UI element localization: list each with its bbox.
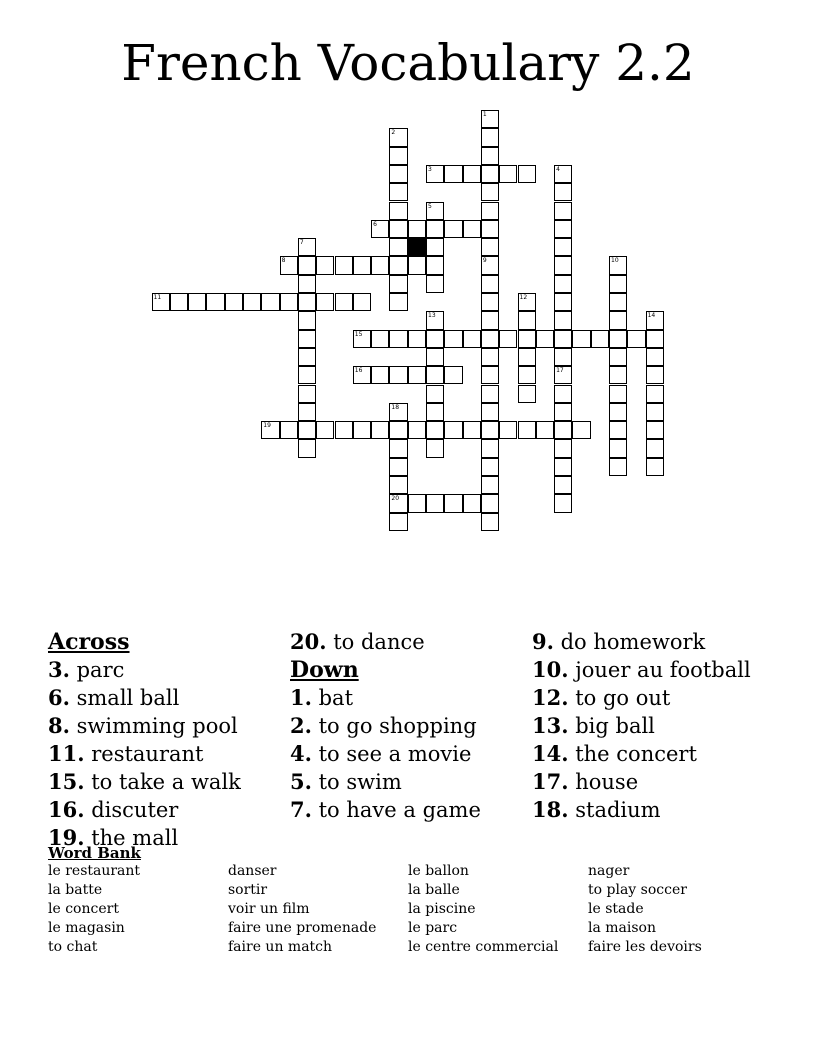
crossword-cell[interactable] [408, 366, 426, 384]
crossword-cell[interactable] [481, 348, 499, 366]
crossword-cell[interactable] [518, 311, 536, 329]
crossword-cell[interactable] [408, 330, 426, 348]
crossword-cell[interactable] [298, 275, 316, 293]
crossword-cell[interactable] [646, 385, 664, 403]
clue-number: 18 [391, 403, 400, 411]
clue-number: 15 [354, 330, 363, 338]
crossword-cell[interactable] [371, 330, 389, 348]
page-title: French Vocabulary 2.2 [121, 34, 695, 92]
crossword-cell[interactable] [554, 421, 572, 439]
clue-number: 6 [373, 220, 377, 228]
crossword-cell[interactable] [536, 421, 554, 439]
crossword-cell[interactable] [572, 421, 590, 439]
clue-down-10: 10. jouer au football [532, 657, 751, 682]
crossword-cell[interactable] [389, 293, 407, 311]
crossword-cell[interactable] [298, 330, 316, 348]
crossword-cell[interactable] [298, 385, 316, 403]
crossword-cell[interactable] [591, 330, 609, 348]
crossword-cell[interactable] [389, 476, 407, 494]
crossword-cell[interactable] [481, 494, 499, 512]
crossword-cell[interactable] [335, 421, 353, 439]
crossword-cell[interactable] [572, 330, 590, 348]
crossword-cell[interactable] [389, 220, 407, 238]
crossword-cell[interactable] [481, 439, 499, 457]
crossword-cell[interactable] [518, 348, 536, 366]
crossword-cell[interactable] [426, 330, 444, 348]
crossword-cell[interactable] [518, 366, 536, 384]
clue-across-3: 3. parc [48, 657, 125, 682]
crossword-cell[interactable] [646, 439, 664, 457]
clue-down-9: 9. do homework [532, 629, 706, 654]
crossword-cell[interactable] [426, 385, 444, 403]
crossword-cell[interactable] [353, 293, 371, 311]
crossword-cell[interactable] [444, 366, 462, 384]
crossword-cell[interactable] [243, 293, 261, 311]
crossword-cell[interactable] [463, 494, 481, 512]
clue-number: 7 [299, 239, 304, 247]
clue-number: 9 [482, 257, 487, 265]
crossword-cell[interactable] [298, 439, 316, 457]
crossword-cell[interactable] [499, 421, 517, 439]
crossword-cell[interactable] [408, 494, 426, 512]
crossword-cell[interactable] [444, 494, 462, 512]
crossword-cell[interactable] [298, 403, 316, 421]
crossword-cell[interactable] [481, 385, 499, 403]
crossword-cell[interactable] [389, 165, 407, 183]
crossword-cell[interactable] [389, 183, 407, 201]
crossword-cell[interactable] [481, 476, 499, 494]
crossword-cell[interactable] [554, 238, 572, 256]
word-bank-item: le magasin [48, 920, 125, 936]
crossword-cell[interactable] [609, 366, 627, 384]
crossword-cell[interactable] [481, 293, 499, 311]
word-bank-item: le parc [408, 920, 458, 936]
crossword-cell[interactable] [316, 421, 334, 439]
clue-down-7: 7. to have a game [290, 797, 481, 822]
clues-column-1 [48, 628, 288, 852]
clues-column-2 [290, 628, 530, 824]
crossword-cell[interactable] [335, 293, 353, 311]
word-bank-item: faire une promenade [228, 920, 377, 936]
crossword-cell[interactable] [371, 256, 389, 274]
clue-down-14: 14. the concert [532, 741, 697, 766]
crossword-cell[interactable] [481, 513, 499, 531]
clue-number: 5 [428, 202, 432, 210]
crossword-cell[interactable] [609, 275, 627, 293]
crossword-cell[interactable] [225, 293, 243, 311]
crossword-cell[interactable] [518, 165, 536, 183]
crossword-cell[interactable] [481, 183, 499, 201]
clue-number: 4 [556, 165, 560, 173]
crossword-cell[interactable] [518, 330, 536, 348]
clue-number: 19 [263, 422, 271, 430]
crossword-cell[interactable] [518, 385, 536, 403]
clue-number: 17 [556, 367, 564, 375]
word-bank-item: le centre commercial [408, 939, 559, 955]
clue-down-2: 2. to go shopping [290, 713, 477, 738]
crossword-cell[interactable] [389, 238, 407, 256]
crossword-cell[interactable] [170, 293, 188, 311]
crossword-cell[interactable] [646, 330, 664, 348]
crossword-cell[interactable] [481, 366, 499, 384]
word-bank-item: sortir [228, 882, 268, 898]
crossword-cell[interactable] [298, 366, 316, 384]
crossword-cell[interactable] [261, 293, 279, 311]
crossword-cell[interactable] [463, 220, 481, 238]
crossword-cell[interactable] [609, 311, 627, 329]
crossword-cell[interactable] [481, 147, 499, 165]
crossword-cell[interactable] [554, 494, 572, 512]
word-bank-item: to chat [48, 939, 98, 955]
crossword-cell[interactable] [554, 348, 572, 366]
crossword-cell[interactable] [389, 513, 407, 531]
crossword-cell[interactable] [481, 403, 499, 421]
word-bank-item: le concert [48, 901, 119, 917]
clue-down-4: 4. to see a movie [290, 741, 472, 766]
crossword-cell[interactable] [298, 348, 316, 366]
crossword-cell[interactable] [481, 311, 499, 329]
word-bank-item: danser [228, 863, 277, 879]
crossword-cell[interactable] [481, 220, 499, 238]
word-bank-item: le restaurant [48, 863, 141, 879]
crossword-cell[interactable] [609, 293, 627, 311]
crossword-cell[interactable] [371, 421, 389, 439]
crossword-cell[interactable] [554, 275, 572, 293]
crossword-cell[interactable] [206, 293, 224, 311]
clue-number: 10 [611, 257, 619, 265]
clue-number: 2 [391, 129, 396, 137]
word-bank-item: la piscine [408, 901, 476, 917]
crossword-cell[interactable] [536, 330, 554, 348]
word-bank-item: le stade [588, 901, 644, 917]
crossword-cell[interactable] [554, 403, 572, 421]
clue-number: 14 [647, 312, 656, 320]
crossword-cell[interactable] [426, 256, 444, 274]
crossword-cell[interactable] [609, 348, 627, 366]
word-bank-item: faire les devoirs [588, 939, 702, 955]
clue-across-15: 15. to take a walk [48, 769, 241, 794]
crossword-cell[interactable] [426, 275, 444, 293]
crossword-cell[interactable] [646, 366, 664, 384]
crossword-cell[interactable] [389, 275, 407, 293]
crossword-cell[interactable] [609, 403, 627, 421]
crossword-cell[interactable] [298, 256, 316, 274]
crossword-cell[interactable] [554, 183, 572, 201]
crossword-cell[interactable] [408, 256, 426, 274]
crossword-cell[interactable] [646, 348, 664, 366]
crossword-cell[interactable] [298, 421, 316, 439]
crossword-cell[interactable] [554, 458, 572, 476]
clue-number: 13 [428, 312, 436, 320]
crossword-cell[interactable] [426, 238, 444, 256]
crossword-cell[interactable] [389, 147, 407, 165]
crossword-cell[interactable] [389, 330, 407, 348]
word-bank-item: faire un match [228, 939, 333, 955]
crossword-cell[interactable] [609, 385, 627, 403]
clue-number: 11 [153, 294, 162, 301]
crossword-cell[interactable] [444, 165, 462, 183]
clue-number: 20 [391, 495, 400, 503]
word-bank-item: la batte [48, 882, 103, 898]
crossword-cell[interactable] [646, 403, 664, 421]
crossword-cell[interactable] [426, 421, 444, 439]
clue-number: 8 [281, 257, 286, 265]
word-bank-item: la maison [588, 920, 657, 936]
clue-across-6: 6. small ball [48, 685, 180, 710]
crossword-cell[interactable] [481, 330, 499, 348]
crossword-cell[interactable] [389, 458, 407, 476]
word-bank-item: le ballon [408, 863, 469, 879]
clue-down-13: 13. big ball [532, 713, 655, 738]
crossword-cell[interactable] [426, 220, 444, 238]
crossword-cell[interactable] [426, 348, 444, 366]
crossword-cell[interactable] [444, 330, 462, 348]
crossword-cell[interactable] [646, 458, 664, 476]
crossword-black-cell [408, 238, 426, 256]
crossword-cell[interactable] [444, 421, 462, 439]
crossword-cell[interactable] [554, 202, 572, 220]
clue-down-5: 5. to swim [290, 769, 402, 794]
crossword-cell[interactable] [298, 293, 316, 311]
word-bank-item: voir un film [228, 901, 310, 917]
crossword-cell[interactable] [280, 421, 298, 439]
crossword-cell[interactable] [481, 165, 499, 183]
clue-number: 16 [354, 367, 363, 375]
crossword-cell[interactable] [371, 366, 389, 384]
crossword-cell[interactable] [389, 421, 407, 439]
crossword-cell[interactable] [609, 330, 627, 348]
crossword-cell[interactable] [481, 421, 499, 439]
crossword-cell[interactable] [554, 439, 572, 457]
clue-across-19: 19. the mall [48, 825, 179, 850]
crossword-cell[interactable] [627, 330, 645, 348]
clue-down-18: 18. stadium [532, 797, 661, 822]
clue-number: 12 [519, 294, 528, 301]
crossword-cell[interactable] [353, 256, 371, 274]
crossword-cell[interactable] [426, 439, 444, 457]
crossword-cell[interactable] [426, 494, 444, 512]
word-bank-item: to play soccer [588, 882, 687, 898]
crossword-cell[interactable] [481, 128, 499, 146]
crossword-cell[interactable] [280, 293, 298, 311]
clue-number: 1 [482, 111, 487, 118]
clue-across-16: 16. discuter [48, 797, 179, 822]
crossword-cell[interactable] [389, 202, 407, 220]
clue-across-20: 20. to dance [290, 629, 425, 654]
crossword-cell[interactable] [389, 256, 407, 274]
crossword-cell[interactable] [298, 311, 316, 329]
crossword-cell[interactable] [554, 385, 572, 403]
crossword-cell[interactable] [463, 165, 481, 183]
crossword-cell[interactable] [499, 330, 517, 348]
across-heading: Across [48, 629, 130, 655]
crossword-cell[interactable] [554, 293, 572, 311]
crossword-cell[interactable] [554, 256, 572, 274]
crossword-cell[interactable] [609, 421, 627, 439]
clue-across-11: 11. restaurant [48, 741, 204, 766]
clue-across-8: 8. swimming pool [48, 713, 238, 738]
crossword-cell[interactable] [463, 421, 481, 439]
crossword-cell[interactable] [463, 330, 481, 348]
crossword-cell[interactable] [481, 238, 499, 256]
crossword-cell[interactable] [408, 220, 426, 238]
clue-down-12: 12. to go out [532, 685, 671, 710]
crossword-cell[interactable] [389, 366, 407, 384]
crossword-cell[interactable] [188, 293, 206, 311]
crossword-cell[interactable] [481, 202, 499, 220]
crossword-cell[interactable] [609, 439, 627, 457]
crossword-cell[interactable] [426, 366, 444, 384]
crossword-cell[interactable] [499, 165, 517, 183]
crossword-cell[interactable] [408, 421, 426, 439]
clues-section [48, 628, 778, 850]
crossword-cell[interactable] [609, 458, 627, 476]
crossword-cell[interactable] [481, 458, 499, 476]
crossword-cell[interactable] [554, 311, 572, 329]
crossword-cell[interactable] [444, 220, 462, 238]
clues-column-3 [532, 628, 772, 824]
crossword-cell[interactable] [518, 421, 536, 439]
word-bank-item: nager [588, 863, 630, 879]
crossword-cell[interactable] [554, 220, 572, 238]
crossword-cell[interactable] [554, 330, 572, 348]
crossword-cell[interactable] [481, 275, 499, 293]
crossword-cell[interactable] [335, 256, 353, 274]
crossword-cell[interactable] [646, 421, 664, 439]
clue-down-1: 1. bat [290, 685, 354, 710]
clue-number: 3 [428, 165, 432, 173]
word-bank-item: la balle [408, 882, 460, 898]
down-heading: Down [290, 657, 359, 683]
crossword-cell[interactable] [389, 439, 407, 457]
crossword-cell[interactable] [316, 293, 334, 311]
crossword-cell[interactable] [426, 403, 444, 421]
crossword-cell[interactable] [316, 256, 334, 274]
clue-down-17: 17. house [532, 769, 639, 794]
crossword-cell[interactable] [353, 421, 371, 439]
word-bank-title: Word Bank [48, 844, 141, 862]
crossword-cell[interactable] [554, 476, 572, 494]
